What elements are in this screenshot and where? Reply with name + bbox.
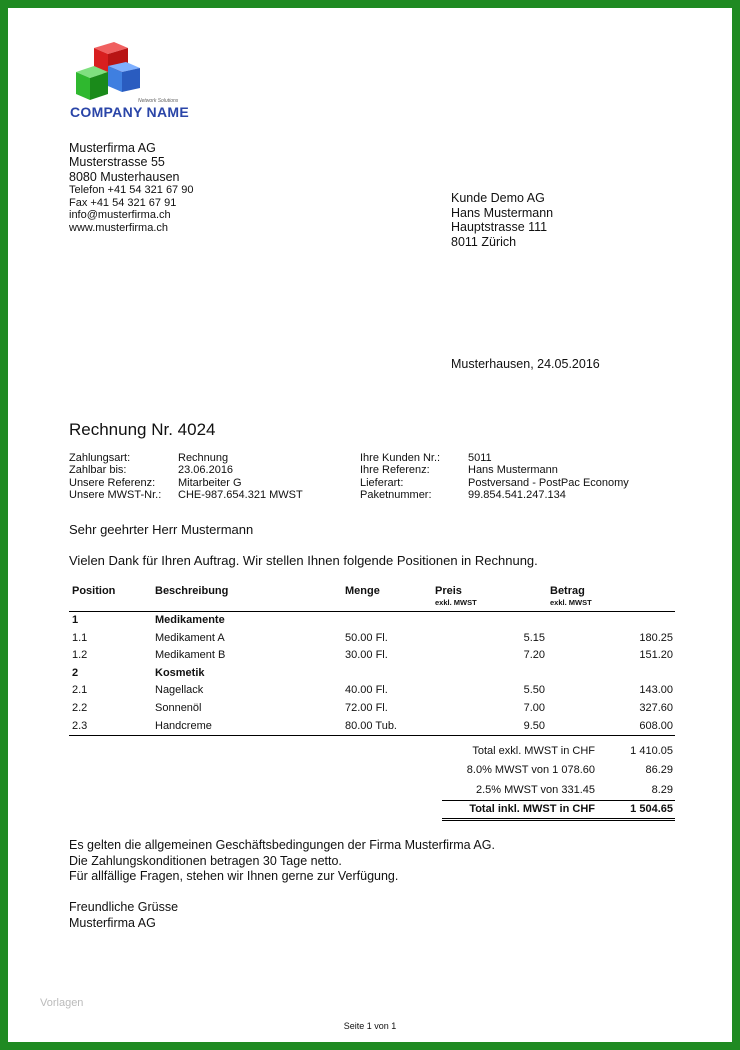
cell-position: 2 — [72, 666, 79, 679]
sender-city: 8080 Musterhausen — [69, 169, 180, 184]
invoice-page — [8, 8, 732, 1042]
terms-line: Die Zahlungskonditionen betragen 30 Tage netto. — [69, 853, 342, 868]
col-header-position: Position — [69, 584, 152, 612]
cell-quantity: 50.00 Fl. — [345, 631, 388, 644]
cell-price: 9.50 — [432, 718, 547, 736]
meta-label: Ihre Kunden Nr.: — [360, 452, 441, 464]
meta-value: 5011 — [468, 452, 492, 464]
col-header-description: Beschreibung — [152, 584, 342, 612]
line-items-table — [69, 584, 675, 736]
sender-fax: Fax +41 54 321 67 91 — [69, 196, 177, 209]
recipient-street: Hauptstrasse 111 — [451, 220, 548, 234]
closing — [69, 900, 178, 931]
table-row-group — [69, 612, 675, 630]
meta-value: 23.06.2016 — [178, 464, 234, 477]
cell-amount: 180.25 — [639, 631, 673, 644]
cell-price — [432, 612, 547, 630]
cell-amount: 608.00 — [547, 718, 675, 736]
meta-value: Rechnung — [178, 452, 229, 464]
sender-web: www.musterfirma.ch — [69, 222, 169, 234]
intro-text: Vielen Dank für Ihren Auftrag. Wir stellen Ihnen folgende Positionen in Rechnung. — [69, 553, 538, 568]
recipient-name: Hans Mustermann — [451, 205, 554, 220]
price-label: Preis — [435, 585, 462, 597]
terms-text — [69, 838, 495, 885]
total-label: 8.0% MWST von 1 078.60 — [466, 764, 595, 777]
closing-signature: Musterfirma AG — [69, 915, 156, 930]
cell-quantity: 40.00 Fl. — [345, 684, 388, 697]
sender-street: Musterstrasse 55 — [69, 155, 165, 170]
table-row-group — [69, 665, 675, 683]
cell-price: 7.20 — [523, 649, 545, 662]
sender-address — [69, 141, 193, 235]
totals-table — [442, 741, 675, 821]
meta-value: 99.854.541.247.134 — [468, 489, 566, 502]
logo-tagline: Network Solutions — [138, 98, 179, 104]
cell-position: 1 — [72, 614, 79, 626]
meta-value: Hans Mustermann — [468, 464, 558, 477]
cell-price: 5.50 — [523, 684, 545, 697]
cell-amount — [547, 612, 675, 630]
invoice-title: Rechnung Nr. 4024 — [69, 420, 216, 439]
cell-description: Sonnenöl — [155, 701, 202, 714]
company-logo — [70, 38, 190, 126]
cell-position: 1.1 — [72, 631, 88, 644]
cell-description: Kosmetik — [155, 666, 205, 679]
meta-left-values — [178, 452, 303, 502]
cell-amount: 151.20 — [639, 649, 673, 662]
col-header-price — [432, 584, 547, 612]
cell-price: 5.15 — [523, 631, 545, 644]
total-value: 8.29 — [651, 783, 673, 796]
grand-total-label: Total inkl. MWST in CHF — [442, 800, 603, 819]
grand-total-row — [442, 800, 675, 819]
col-header-amount — [547, 584, 675, 612]
cell-description: Nagellack — [155, 684, 204, 697]
meta-right-labels — [360, 452, 440, 502]
cell-description: Medikamente — [155, 614, 225, 626]
sender-email: info@musterfirma.ch — [69, 209, 171, 222]
closing-salutation: Freundliche Grüsse — [69, 900, 179, 914]
greeting: Sehr geehrter Herr Mustermann — [69, 522, 254, 537]
cell-amount: 143.00 — [639, 684, 673, 697]
cell-price: 7.00 — [523, 701, 545, 714]
cell-description: Handcreme — [152, 718, 342, 736]
recipient-address — [451, 191, 553, 249]
table-row — [69, 682, 675, 700]
cell-amount — [547, 665, 675, 683]
logo-company-name: COMPANY NAME — [70, 104, 189, 120]
terms-line: Es gelten die allgemeinen Geschäftsbedingungen der Firma Musterfirma AG. — [69, 838, 495, 852]
meta-value: Postversand - PostPac Economy — [468, 476, 629, 489]
table-header-row — [69, 584, 675, 612]
meta-label: Unsere MWST-Nr.: — [69, 489, 162, 502]
cell-position: 1.2 — [72, 649, 88, 662]
page-footer: Seite 1 von 1 — [343, 1021, 397, 1031]
total-value: 86.29 — [645, 764, 673, 777]
total-value: 1 410.05 — [630, 744, 673, 757]
meta-left-labels — [69, 452, 161, 502]
cell-position: 2.3 — [69, 718, 152, 736]
cell-position: 2.2 — [72, 701, 88, 714]
price-sublabel: exkl. MWST — [435, 598, 477, 607]
meta-label: Unsere Referenz: — [69, 476, 156, 489]
total-row — [442, 741, 675, 761]
meta-label: Lieferart: — [360, 476, 404, 489]
amount-label: Betrag — [550, 585, 585, 597]
col-header-quantity: Menge — [342, 584, 432, 612]
cell-quantity: 72.00 Fl. — [345, 701, 388, 714]
table-row — [69, 718, 675, 736]
cell-price — [432, 665, 547, 683]
recipient-company: Kunde Demo AG — [451, 191, 545, 205]
grand-total-value: 1 504.65 — [603, 800, 675, 819]
meta-value: CHE-987.654.321 MWST — [178, 489, 303, 502]
date-line: Musterhausen, 24.05.2016 — [451, 357, 600, 371]
total-row — [442, 780, 675, 800]
sender-company: Musterfirma AG — [69, 141, 156, 155]
table-row — [69, 630, 675, 648]
cubes-logo-icon — [70, 38, 150, 102]
total-row — [442, 761, 675, 781]
cell-quantity: 80.00 Tub. — [342, 718, 432, 736]
recipient-city: 8011 Zürich — [451, 234, 517, 249]
table-row — [69, 700, 675, 718]
terms-line: Für allfällige Fragen, stehen wir Ihnen gerne zur Verfügung. — [69, 869, 399, 883]
meta-label: Zahlungsart: — [69, 452, 131, 464]
cell-position: 2.1 — [72, 684, 88, 697]
table-row — [69, 647, 675, 665]
watermark: Vorlagen — [40, 997, 84, 1009]
meta-value: Mitarbeiter G — [178, 476, 242, 489]
cell-quantity: 30.00 Fl. — [345, 649, 388, 662]
cell-quantity — [342, 612, 432, 630]
cell-description: Medikament B — [155, 649, 226, 662]
cell-quantity — [342, 665, 432, 683]
total-label: 2.5% MWST von 331.45 — [475, 783, 595, 796]
amount-sublabel: exkl. MWST — [550, 598, 592, 607]
cell-amount: 327.60 — [639, 701, 673, 714]
meta-label: Paketnummer: — [360, 489, 432, 502]
total-label: Total exkl. MWST in CHF — [472, 744, 595, 757]
meta-label: Ihre Referenz: — [360, 464, 430, 477]
meta-right-values — [468, 452, 629, 502]
meta-label: Zahlbar bis: — [69, 464, 127, 477]
sender-phone: Telefon +41 54 321 67 90 — [69, 184, 194, 197]
cell-description: Medikament A — [155, 631, 225, 644]
